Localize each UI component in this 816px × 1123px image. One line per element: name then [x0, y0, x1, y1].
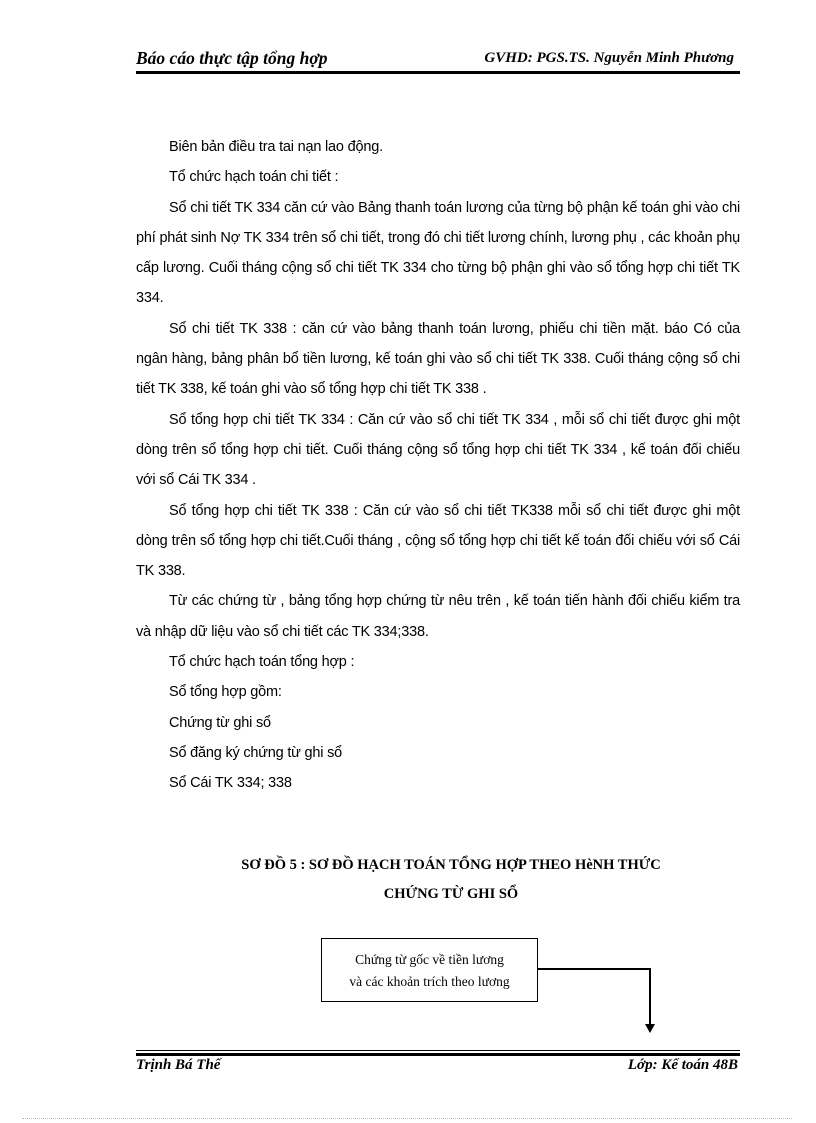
box-text-line-2: và các khoản trích theo lương — [349, 974, 510, 989]
body-text — [136, 132, 740, 799]
paragraph: Sổ đăng ký chứng từ ghi sổ — [169, 744, 343, 761]
paragraph: Sổ tổng hợp chi tiết TK 338 : Căn cứ vào sổ chi tiết TK338 mỗi sổ chi tiết được ghi một dòng trên sổ tổng hợp chi tiết.Cuối tháng , cộng sổ tổng hợp chi tiết kế toán đối chiếu với sổ Cái TK 338. — [136, 502, 740, 580]
footer-divider-thick — [136, 1053, 740, 1056]
supervisor-label: GVHD: PGS.TS. Nguyễn Minh Phương — [484, 50, 734, 66]
paragraph: Chứng từ ghi sổ — [169, 714, 271, 731]
paragraph: Sổ Cái TK 334; 338 — [169, 775, 292, 792]
diagram-title-line-1: SƠ ĐỒ 5 : SƠ ĐỒ HẠCH TOÁN TỔNG HỢP THEO HèNH THỨC — [241, 857, 661, 873]
connector-line-horizontal — [538, 968, 650, 970]
paragraph: Sổ tổng hợp gồm: — [169, 684, 282, 701]
arrow-down-icon — [645, 1024, 655, 1033]
paragraph: Tổ chức hạch toán chi tiết : — [169, 169, 339, 186]
footer-divider-thin — [136, 1050, 740, 1051]
author-name: Trịnh Bá Thế — [136, 1057, 221, 1073]
diagram-box-source-documents — [321, 938, 538, 1002]
header-divider — [136, 71, 740, 74]
diagram-title — [136, 851, 766, 909]
paragraph: Tổ chức hạch toán tổng hợp : — [169, 654, 355, 671]
diagram-title-line-2: CHỨNG TỪ GHI SỔ — [383, 886, 519, 902]
connector-line-vertical — [649, 968, 651, 1026]
paragraph: Từ các chứng từ , bảng tổng hợp chứng từ nêu trên , kế toán tiến hành đối chiếu kiểm tra và nhập dữ liệu vào sổ chi tiết các TK 334;338. — [136, 593, 740, 640]
report-title: Báo cáo thực tập tổng hợp — [136, 48, 328, 68]
box-text-line-1: Chứng từ gốc về tiền lương — [355, 952, 504, 967]
paragraph: Biên bản điều tra tai nạn lao động. — [169, 139, 383, 155]
paragraph: Sổ chi tiết TK 338 : căn cứ vào bảng thanh toán lương, phiếu chi tiền mặt. báo Có của ngân hàng, bảng phân bổ tiền lương, kế toán ghi vào sổ chi tiết TK 338. Cuối tháng cộng sổ chi tiết TK 338, kế toán ghi vào sổ tổng hợp chi tiết TK 338 . — [136, 320, 740, 398]
page-edge — [22, 1118, 792, 1119]
paragraph: Sổ tổng hợp chi tiết TK 334 : Căn cứ vào sổ chi tiết TK 334 , mỗi sổ chi tiết được ghi một dòng trên sổ tổng hợp chi tiết. Cuối tháng cộng sổ tổng hợp chi tiết TK 334 , kế toán đối chiếu với sổ Cái TK 334 . — [136, 411, 740, 489]
paragraph: Sổ chi tiết TK 334 căn cứ vào Bảng thanh toán lương của từng bộ phận kế toán ghi vào chi phí phát sinh Nợ TK 334 trên sổ chi tiết, trong đó chi tiết lương chính, lương phụ , các khoản phụ cấp lương. Cuối tháng cộng sổ chi tiết TK 334 cho từng bộ phận ghi vào sổ tổng hợp chi tiết TK 334. — [136, 199, 740, 307]
class-label: Lớp: Kế toán 48B — [627, 1057, 738, 1073]
